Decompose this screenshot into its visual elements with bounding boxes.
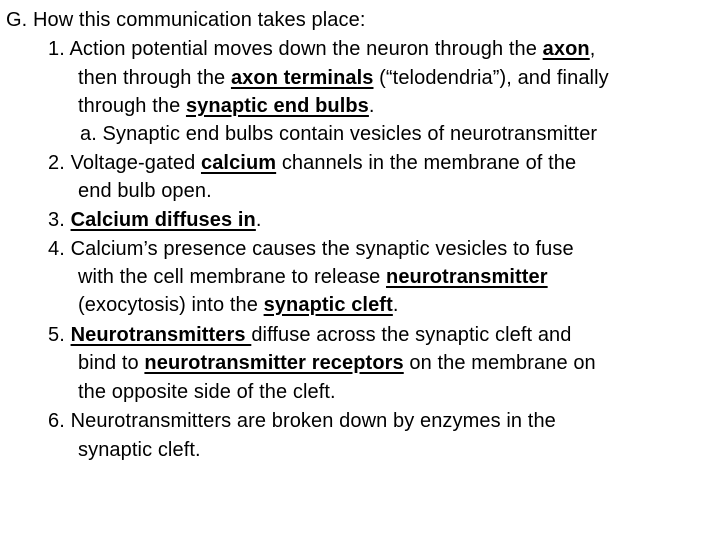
step-text: ,: [589, 38, 596, 60]
step-text: (“telodendria”), and finally: [373, 67, 609, 89]
step-text: .: [392, 294, 399, 316]
step-3-line-1: [48, 206, 262, 235]
key-term: neurotransmitter: [386, 266, 548, 288]
step-text: the opposite side of the cleft.: [78, 381, 336, 403]
step-text: with the cell membrane to release: [78, 266, 386, 288]
step-text: .: [368, 95, 375, 117]
section-heading: [6, 6, 366, 35]
step-number: 6.: [48, 410, 65, 432]
step-text: channels in the membrane of the: [276, 152, 577, 174]
step-text: Voltage-gated: [70, 152, 201, 174]
step-text: synaptic cleft.: [78, 439, 201, 461]
step-number: 1.: [48, 38, 65, 60]
key-term: Neurotransmitters: [70, 324, 252, 346]
step-text: on the membrane on: [403, 352, 596, 374]
step-4-line-1: [48, 235, 574, 264]
step-1-line-3: [78, 92, 375, 121]
step-4-line-3: [78, 291, 399, 320]
step-text: through the: [78, 95, 186, 117]
step-6-line-1: [48, 407, 556, 436]
step-text: (exocytosis) into the: [78, 294, 264, 316]
step-number: 3.: [48, 209, 65, 231]
key-term: calcium: [200, 152, 277, 174]
step-number: 4.: [48, 238, 65, 260]
step-2-line-1: [48, 149, 576, 178]
step-number: 5.: [48, 324, 65, 346]
step-text: .: [255, 209, 262, 231]
step-text: diffuse across the synaptic cleft and: [251, 324, 572, 346]
heading-text: G. How this communication takes place:: [6, 9, 366, 31]
key-term: axon terminals: [230, 67, 374, 89]
step-1-line-1: [48, 35, 595, 64]
step-6-line-2: [78, 436, 201, 465]
key-term: synaptic cleft: [263, 294, 393, 316]
step-text: end bulb open.: [78, 180, 212, 202]
step-5-line-2: [78, 349, 596, 378]
step-text: Action potential moves down the neuron through the: [69, 38, 543, 60]
step-text: Calcium’s presence causes the synaptic vesicles to fuse: [70, 238, 574, 260]
key-term: Calcium diffuses in: [70, 209, 256, 231]
step-5-line-3: [78, 378, 336, 407]
step-text: bind to: [78, 352, 145, 374]
step-text: Neurotransmitters are broken down by enzymes in the: [70, 410, 556, 432]
step-1-subpoint: [80, 120, 597, 149]
key-term: synaptic end bulbs: [185, 95, 369, 117]
step-1-line-2: [78, 64, 609, 93]
step-text: then through the: [78, 67, 231, 89]
key-term: neurotransmitter receptors: [144, 352, 404, 374]
sub-step-text: a. Synaptic end bulbs contain vesicles of neurotransmitter: [80, 123, 598, 145]
step-2-line-2: [78, 177, 212, 206]
step-number: 2.: [48, 152, 65, 174]
step-5-line-1: [48, 321, 572, 350]
step-4-line-2: [78, 263, 548, 292]
key-term: axon: [542, 38, 590, 60]
